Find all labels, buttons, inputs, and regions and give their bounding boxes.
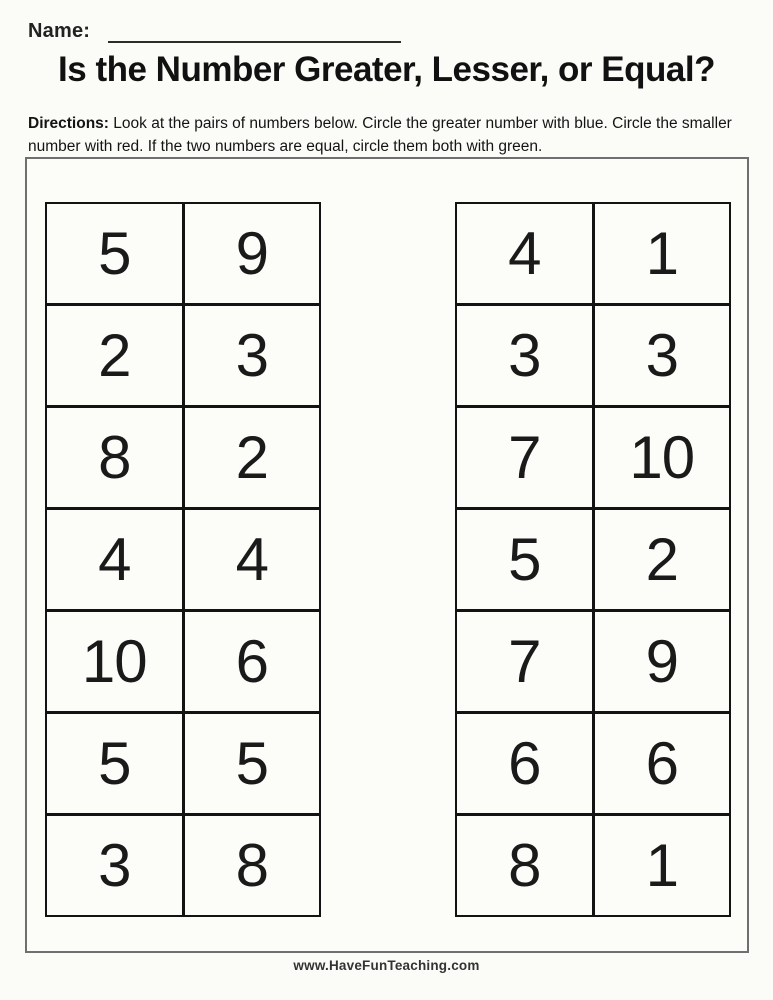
number-cell: 3 (47, 816, 182, 915)
footer-url: www.HaveFunTeaching.com (293, 958, 480, 973)
number-cell: 10 (595, 408, 730, 507)
number-cell: 1 (595, 204, 730, 303)
number-cell: 2 (47, 306, 182, 405)
number-cell: 7 (457, 612, 592, 711)
directions (28, 112, 742, 159)
number-cell: 5 (185, 714, 320, 813)
name-row (28, 20, 401, 43)
number-cell: 3 (185, 306, 320, 405)
number-pair-table-right (455, 202, 731, 917)
number-cell: 3 (457, 306, 592, 405)
number-cell: 4 (457, 204, 592, 303)
number-cell: 10 (47, 612, 182, 711)
directions-text: Look at the pairs of numbers below. Circle the greater number with blue. Circle the smaller number with red. If the two numbers are equal, circle them both with green. (28, 115, 732, 156)
number-cell: 4 (47, 510, 182, 609)
number-cell: 8 (185, 816, 320, 915)
number-cell: 8 (47, 408, 182, 507)
number-cell: 4 (185, 510, 320, 609)
number-cell: 9 (595, 612, 730, 711)
number-pair-table-left (45, 202, 321, 917)
name-blank-line (108, 21, 401, 43)
number-cell: 5 (47, 714, 182, 813)
number-cell: 5 (457, 510, 592, 609)
number-cell: 2 (185, 408, 320, 507)
number-cell: 1 (595, 816, 730, 915)
number-cell: 5 (47, 204, 182, 303)
number-cell: 7 (457, 408, 592, 507)
worksheet-frame (25, 157, 749, 953)
number-cell: 6 (457, 714, 592, 813)
page-title: Is the Number Greater, Lesser, or Equal? (58, 50, 715, 89)
number-cell: 6 (185, 612, 320, 711)
directions-label: Directions: (28, 115, 109, 132)
number-cell: 2 (595, 510, 730, 609)
number-cell: 6 (595, 714, 730, 813)
number-cell: 9 (185, 204, 320, 303)
number-cell: 3 (595, 306, 730, 405)
name-label: Name: (28, 20, 91, 42)
number-cell: 8 (457, 816, 592, 915)
